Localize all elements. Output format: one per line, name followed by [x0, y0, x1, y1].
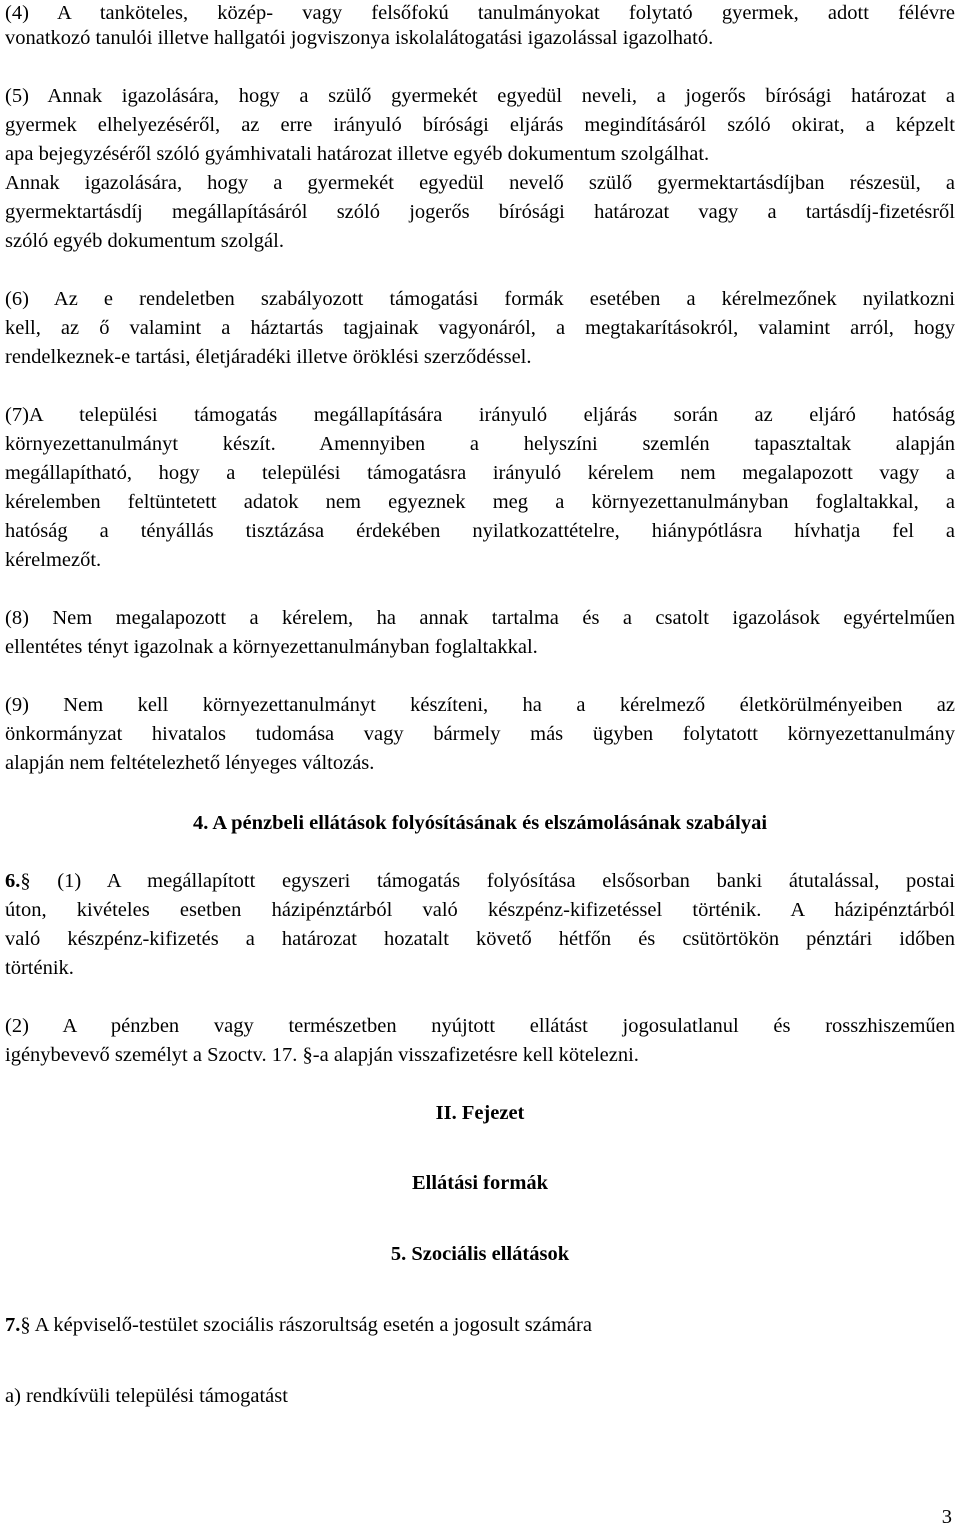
section-heading-5: 5. Szociális ellátások [390, 1243, 570, 1265]
section-7-line [5, 1311, 955, 1339]
paragraph-5-line: gyermektartásdíj megállapításáról szóló jogerős bírósági határozat vagy a tartásdíj-fizetésről [5, 201, 955, 223]
paragraph-6-line: rendelkeznek-e tartási, életjáradéki illetve öröklési szerződéssel. [5, 346, 532, 368]
list-item: a) rendkívüli települési támogatást [5, 1385, 288, 1407]
paragraph-7-line: megállapítható, hogy a települési támogatásra irányuló kérelem nem megalapozott vagy a [5, 462, 955, 484]
section-6-line: való készpénz-kifizetés a határozat hozatalt követő hétfőn és csütörtökön pénztári időben [5, 928, 955, 950]
paragraph-7-line: kérelmezőt. [5, 549, 102, 571]
paragraph-5-line: Annak igazolására, hogy a gyermekét egyedül nevelő szülő gyermektartásdíjban részesül, a [5, 172, 955, 194]
paragraph-7-line: (7)A települési támogatás megállapítására irányuló eljárás során az eljáró hatóság [5, 404, 955, 426]
paragraph-5-line: szóló egyéb dokumentum szolgál. [5, 230, 284, 252]
paragraph-5-line: gyermek elhelyezéséről, az erre irányuló bírósági eljárás megindításáról szóló okirat, a képzelt [5, 114, 955, 136]
section-6-line [5, 867, 955, 895]
paragraph-8-line: ellentétes tényt igazolnak a környezettanulmányban foglaltakkal. [5, 636, 538, 658]
section-sign: § [20, 870, 31, 892]
paragraph-9-line: önkormányzat hivatalos tudomása vagy bármely más ügyben folytatott környezettanulmány [5, 723, 955, 745]
page-number: 3 [941, 1506, 952, 1528]
paragraph-9-line: (9) Nem kell környezettanulmányt készíteni, ha a kérelmező életkörülményeiben az [5, 694, 955, 716]
paragraph-7-line: környezettanulmányt készít. Amennyiben a helyszíni szemlén tapasztaltak alapján [5, 433, 955, 455]
paragraph-6-line: (6) Az e rendeletben szabályozott támogatási formák esetében a kérelmezőnek nyilatkozni [5, 288, 955, 310]
section-6-line: történik. [5, 957, 74, 979]
section-6-2-line: (2) A pénzben vagy természetben nyújtott ellátást jogosulatlanul és rosszhiszeműen [5, 1015, 955, 1037]
paragraph-4-line: (4) A tanköteles, közép- vagy felsőfokú tanulmányokat folytató gyermek, adott félévre [5, 2, 955, 24]
paragraph-5-line: apa bejegyzéséről szóló gyámhivatali határozat illetve egyéb dokumentum szolgálhat. [5, 143, 710, 165]
paragraph-5-line: (5) Annak igazolására, hogy a szülő gyermekét egyedül neveli, a jogerős bírósági határozat a [5, 85, 955, 107]
paragraph-4-line: vonatkozó tanulói illetve hallgatói jogviszonya iskolalátogatási igazolással igazolható. [5, 27, 714, 49]
section-7-text: A képviselő-testület szociális rászorultság esetén a jogosult számára [30, 1314, 592, 1336]
section-sign: § [20, 1314, 31, 1336]
chapter-heading: II. Fejezet [435, 1102, 525, 1124]
section-number: 7. [5, 1314, 21, 1336]
paragraph-6-line: kell, az ő valamint a háztartás tagjainak vagyonáról, a megtakarításokról, valamint arról, hogy [5, 317, 955, 339]
paragraph-7-line: kérelemben feltüntetett adatok nem egyeznek meg a környezettanulmányban foglaltakkal, a [5, 491, 955, 513]
section-6-2-line: igénybevevő személyt a Szoctv. 17. §-a alapján visszafizetésre kell kötelezni. [5, 1044, 639, 1066]
section-heading-4: 4. A pénzbeli ellátások folyósításának és elszámolásának szabályai [192, 812, 768, 834]
paragraph-9-line: alapján nem feltételezhető lényeges változás. [5, 752, 375, 774]
section-number: 6. [5, 870, 21, 892]
section-6-line: úton, kivételes esetben házipénztárból való készpénz-kifizetéssel történik. A házipénztárból [5, 899, 955, 921]
section-6-text: (1) A megállapított egyszeri támogatás folyósítása elsősorban banki átutalással, postai [30, 870, 955, 892]
paragraph-7-line: hatóság a tényállás tisztázása érdekében nyilatkozattételre, hiánypótlásra hívhatja fel a [5, 520, 955, 542]
paragraph-8-line: (8) Nem megalapozott a kérelem, ha annak tartalma és a csatolt igazolások egyértelműen [5, 607, 955, 629]
chapter-title: Ellátási formák [411, 1172, 549, 1194]
